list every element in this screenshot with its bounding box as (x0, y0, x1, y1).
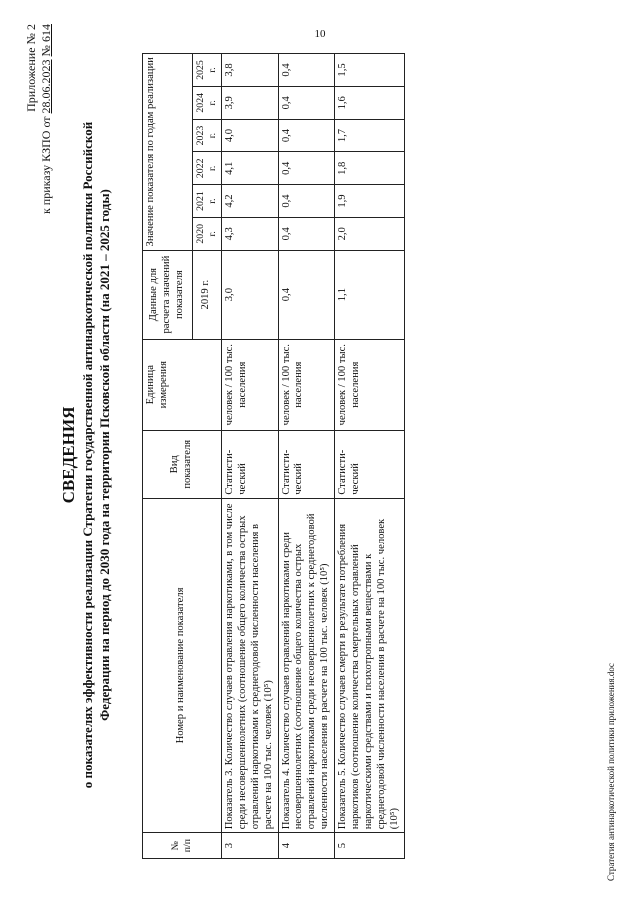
appendix-order-date: 28.06.2023 (39, 59, 54, 114)
title-heading: СВЕДЕНИЯ (59, 406, 78, 504)
appendix-line: Приложение № 2 (24, 24, 38, 112)
header-year: 2024 г. (193, 86, 222, 119)
title-line: о показателях эффективности реализации Стратегии государственной антинаркотической политики Российской (80, 121, 96, 789)
row-unit: человек / 100 тыс. населения (221, 339, 278, 430)
header-base-year: 2019 г. (193, 250, 222, 339)
row-base: 3,0 (221, 250, 278, 339)
table-row (221, 54, 278, 859)
row-value: 1,7 (335, 119, 405, 152)
row-value: 4,1 (221, 152, 278, 185)
table-row (278, 54, 335, 859)
row-num: 4 (278, 833, 335, 859)
row-value: 1,9 (335, 185, 405, 218)
header-base: Данные для расчета значений показателя (143, 250, 193, 339)
row-value: 4,2 (221, 185, 278, 218)
row-value: 0,4 (278, 119, 335, 152)
row-unit: человек / 100 тыс. населения (278, 339, 335, 430)
row-name: Показатель 3. Количество случаев отравления наркотиками, в том числе среди несовершеннолетних (соотношение общего количества острых отравлений наркотиками к среднегодовой численности населения в расчете на 100 тыс. человек (10⁵) (221, 498, 278, 833)
row-value: 0,4 (278, 185, 335, 218)
row-value: 3,8 (221, 54, 278, 87)
appendix-note (24, 24, 55, 284)
row-base: 1,1 (335, 250, 405, 339)
row-value: 0,4 (278, 152, 335, 185)
row-value: 1,5 (335, 54, 405, 87)
appendix-order-number: № 614 (39, 24, 54, 57)
row-value: 4,3 (221, 217, 278, 250)
row-value: 4,0 (221, 119, 278, 152)
row-value: 1,6 (335, 86, 405, 119)
document-title (58, 75, 114, 835)
row-base: 0,4 (278, 250, 335, 339)
appendix-order-line (39, 24, 54, 284)
row-value: 0,4 (278, 217, 335, 250)
row-value: 2,0 (335, 217, 405, 250)
header-values: Значение показателя по годам реализации (143, 54, 193, 251)
row-unit: человек / 100 тыс. населения (335, 339, 405, 430)
footer-filename: Стратегия антинаркотической политики приложения.doc (606, 663, 616, 881)
row-name: Показатель 4. Количество случаев отравлений наркотиками среди несовершеннолетних (соотношение общего количества острых отравлений наркотиками среди несовершеннолетних к среднегодовой численности населения в расчете на 100 тыс. человек (10⁵) (278, 498, 335, 833)
appendix-order-prefix: к приказу КЗПО от (39, 116, 54, 215)
row-num: 3 (221, 833, 278, 859)
header-year: 2021 г. (193, 185, 222, 218)
header-year: 2022 г. (193, 152, 222, 185)
row-value: 3,9 (221, 86, 278, 119)
header-year: 2023 г. (193, 119, 222, 152)
title-line: Федерации на период до 2030 года на территории Псковской области (на 2021 – 2025 годы) (96, 189, 112, 721)
header-year: 2025 г. (193, 54, 222, 87)
indicators-table (142, 53, 405, 859)
row-value: 0,4 (278, 54, 335, 87)
table-row (335, 54, 405, 859)
header-unit: Единица измерения (143, 339, 222, 430)
header-name: Номер и наименование показателя (143, 498, 222, 833)
row-value: 1,8 (335, 152, 405, 185)
header-num: № п/п (143, 833, 222, 859)
row-type: Статисти-ческий (278, 430, 335, 498)
row-type: Статисти-ческий (335, 430, 405, 498)
header-year: 2020 г. (193, 217, 222, 250)
table-header-row (143, 54, 193, 859)
row-num: 5 (335, 833, 405, 859)
row-value: 0,4 (278, 86, 335, 119)
header-type: Вид показателя (143, 430, 222, 498)
row-type: Статисти-ческий (221, 430, 278, 498)
row-name: Показатель 5. Количество случаев смерти в результате потребления наркотиков (соотношение количества смертельных отравлений наркотическими средствами и психотропными веществами к среднегодовой численности населения в расчете на 100 тыс. человек (10⁵) (335, 498, 405, 833)
page-number: 10 (314, 28, 326, 40)
